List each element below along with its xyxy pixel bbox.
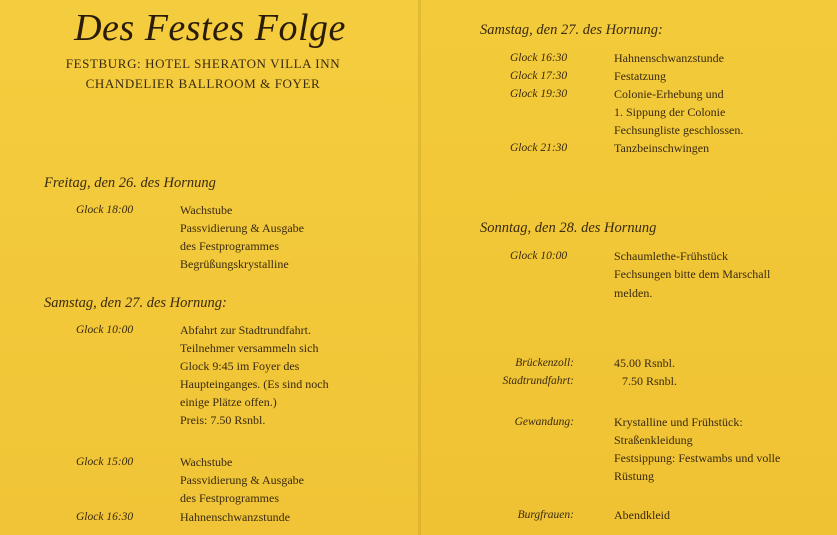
attire-value-line: Festsippung: Festwambs und volle <box>614 451 781 465</box>
saturday-left-entry-line: Glock 9:45 im Foyer des <box>180 359 300 373</box>
venue-line-1: FESTBURG: HOTEL SHERATON VILLA INN <box>65 56 341 71</box>
saturday-right-entry-line: Fechsungliste geschlossen. <box>614 123 744 137</box>
saturday-left-entry-line: Teilnehmer versammeln sich <box>180 341 319 355</box>
saturday-right-time-2: Glock 17:30 <box>510 70 568 82</box>
saturday-left-entry-line: Passvidierung & Ausgabe <box>180 473 304 487</box>
friday-heading: Freitag, den 26. des Hornung <box>44 175 216 191</box>
friday-entry-line: des Festprogrammes <box>180 239 279 253</box>
sunday-entry-line: melden. <box>614 286 653 300</box>
city-tour-value: 7.50 Rsnbl. <box>622 374 678 388</box>
saturday-right-entry-line: Tanzbeinschwingen <box>614 141 710 155</box>
saturday-left-entry-line: Hahnenschwanzstunde <box>180 510 290 524</box>
saturday-right-entry-line: Hahnenschwanzstunde <box>614 51 724 65</box>
page-fold <box>418 0 421 535</box>
attire-value-line: Rüstung <box>614 469 655 483</box>
friday-entry-line: Begrüßungskrystalline <box>180 257 289 271</box>
saturday-left-time-1: Glock 10:00 <box>76 324 134 336</box>
saturday-left-heading: Samstag, den 27. des Hornung: <box>44 295 227 311</box>
saturday-left-time-2: Glock 15:00 <box>76 456 134 468</box>
ladies-label: Burgfrauen: <box>517 509 574 521</box>
saturday-left-entry-line: Abfahrt zur Stadtrundfahrt. <box>180 323 311 337</box>
attire-value-line: Krystalline und Frühstück: <box>614 415 743 429</box>
bridge-toll-value: 45.00 Rsnbl. <box>614 356 676 370</box>
saturday-left-entry-line: Preis: 7.50 Rsnbl. <box>180 413 266 427</box>
ladies-value: Abendkleid <box>614 508 670 522</box>
bridge-toll-label: Brückenzoll: <box>515 357 574 369</box>
friday-time-1: Glock 18:00 <box>76 204 134 216</box>
attire-label: Gewandung: <box>514 416 574 428</box>
saturday-right-entry-line: Festatzung <box>614 69 666 83</box>
saturday-left-entry-line: des Festprogrammes <box>180 491 279 505</box>
sunday-entry-line: Schaumlethe-Frühstück <box>614 249 728 263</box>
page-title: Des Festes Folge <box>74 7 346 49</box>
saturday-left-entry-line: Haupteinganges. (Es sind noch <box>180 377 329 391</box>
sunday-time-1: Glock 10:00 <box>510 250 568 262</box>
sunday-heading: Sonntag, den 28. des Hornung <box>480 220 657 236</box>
saturday-right-entry-line: 1. Sippung der Colonie <box>614 105 726 119</box>
saturday-right-time-3: Glock 19:30 <box>510 88 568 100</box>
saturday-left-entry-line: einige Plätze offen.) <box>180 395 277 409</box>
attire-value-line: Straßenkleidung <box>614 433 693 447</box>
friday-entry-line: Passvidierung & Ausgabe <box>180 221 304 235</box>
friday-entry-line: Wachstube <box>180 203 233 217</box>
saturday-right-time-1: Glock 16:30 <box>510 52 568 64</box>
saturday-right-time-4: Glock 21:30 <box>510 142 568 154</box>
city-tour-label: Stadtrundfahrt: <box>502 375 574 387</box>
saturday-left-time-3: Glock 16:30 <box>76 511 134 523</box>
saturday-right-entry-line: Colonie-Erhebung und <box>614 87 724 101</box>
saturday-right-heading: Samstag, den 27. des Hornung: <box>480 22 663 38</box>
venue-line-2: CHANDELIER BALLROOM & FOYER <box>85 76 321 91</box>
saturday-left-entry-line: Wachstube <box>180 455 233 469</box>
sunday-entry-line: Fechsungen bitte dem Marschall <box>614 267 771 281</box>
